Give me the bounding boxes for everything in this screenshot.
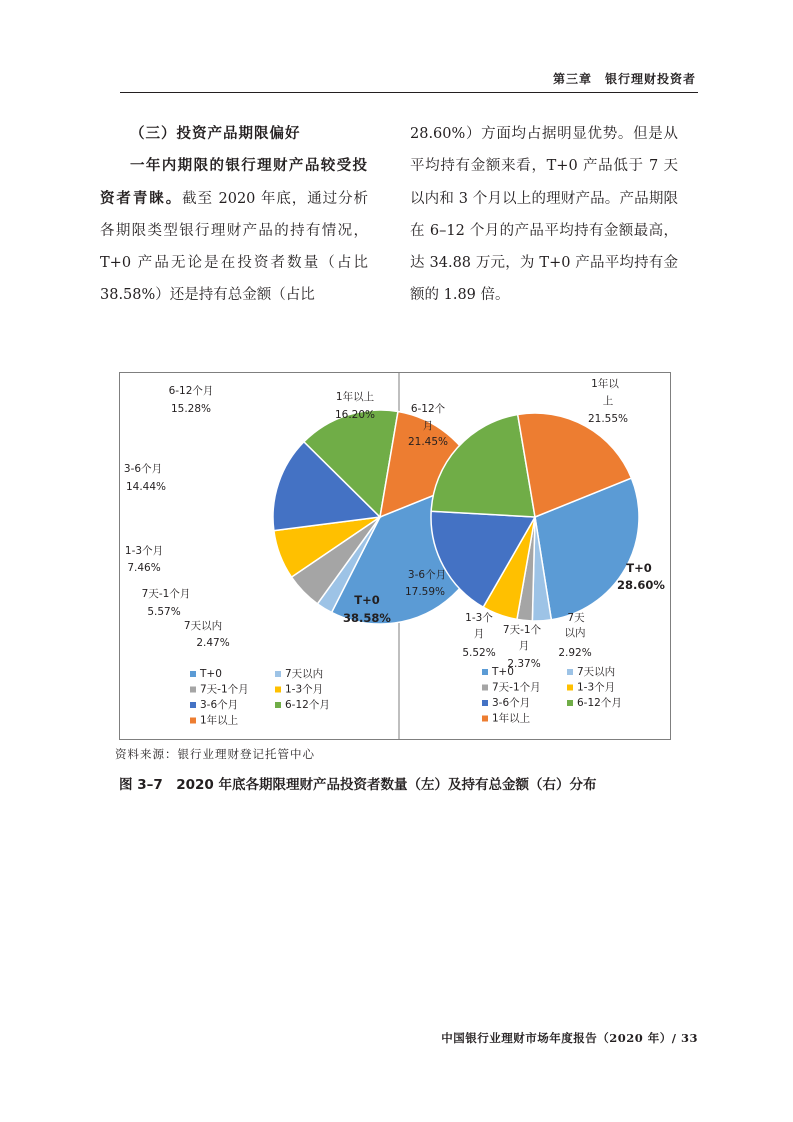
- data-label-category-within-7d: 7天以内: [183, 620, 223, 632]
- legend-label-within-7d: 7天以内: [285, 668, 324, 680]
- data-label-category-3-6m: 3-6个月: [407, 569, 447, 581]
- legend-swatch-within-7d: [567, 669, 573, 675]
- figure-source: 资料来源：银行业理财登记托管中心: [115, 747, 315, 761]
- data-label-category-6-12m: 6-12个月: [168, 385, 214, 397]
- pie-charts-svg: [120, 373, 670, 739]
- text-column-right: [410, 118, 678, 312]
- data-label-category-t0: T+0: [354, 593, 380, 607]
- legend-swatch-6-12m: [275, 702, 281, 708]
- data-label-category-3-6m: 3-6个月: [123, 463, 163, 475]
- data-label-value-3-6m: 17.59%: [404, 586, 446, 598]
- chapter-title: 第三章 银行理财投资者: [552, 72, 696, 86]
- data-label-category-within-7d: 以内: [564, 627, 586, 639]
- legend-label-3-6m: 3-6个月: [200, 699, 239, 711]
- data-label-category-within-7d: 7天: [567, 612, 585, 624]
- legend-swatch-1-3m: [567, 685, 573, 691]
- data-label-category-1-3m: 1-3个: [465, 612, 493, 624]
- paragraph-left: [100, 150, 368, 311]
- data-label-value-over-1y: 21.55%: [587, 413, 629, 425]
- data-label-value-t0: 28.60%: [617, 578, 665, 592]
- data-label-value-1-3m: 5.52%: [462, 647, 496, 659]
- data-label-value-6-12m: 21.45%: [407, 436, 449, 448]
- legend-swatch-3-6m: [190, 702, 196, 708]
- legend-label-t0: T+0: [200, 668, 222, 680]
- data-label-category-over-1y: 上: [602, 395, 614, 407]
- legend-swatch-t0: [482, 669, 488, 675]
- data-label-category-t0: T+0: [626, 561, 652, 575]
- data-label-category-7d-1m: 7天-1个月: [141, 588, 191, 600]
- legend-label-over-1y: 1年以上: [200, 714, 239, 727]
- pie-chart-total-amount: [405, 377, 665, 725]
- running-header: [120, 64, 698, 93]
- legend-label-6-12m: 6-12个月: [577, 697, 622, 709]
- legend-label-7d-1m: 7天-1个月: [200, 683, 249, 696]
- data-label-value-6-12m: 15.28%: [170, 403, 212, 415]
- data-label-value-over-1y: 16.20%: [334, 409, 376, 421]
- data-label-category-1-3m: 1-3个月: [124, 545, 164, 557]
- legend-swatch-7d-1m: [190, 687, 196, 693]
- legend-label-t0: T+0: [492, 666, 514, 678]
- data-label-value-within-7d: 2.92%: [558, 647, 592, 659]
- legend-swatch-over-1y: [482, 716, 488, 722]
- data-label-value-t0: 38.58%: [343, 611, 391, 625]
- legend-swatch-within-7d: [275, 671, 281, 677]
- data-label-category-1-3m: 月: [473, 628, 485, 640]
- data-label-value-1-3m: 7.46%: [127, 562, 161, 574]
- legend-label-6-12m: 6-12个月: [285, 699, 330, 711]
- data-label-value-7d-1m: 5.57%: [147, 606, 181, 618]
- legend-swatch-6-12m: [567, 700, 573, 706]
- pie-slice-6-12m: [431, 414, 535, 517]
- paragraph-lead: 一年内期限的银行理财产品较受投资者青睐。: [100, 157, 368, 207]
- legend-swatch-1-3m: [275, 687, 281, 693]
- figure-caption: 图 3–7 2020 年底各期限理财产品投资者数量（左）及持有总金额（右）分布: [119, 777, 597, 793]
- page-footer: 中国银行业理财市场年度报告（2020 年）/ 33: [441, 1031, 698, 1045]
- section-heading: （三）投资产品期限偏好: [130, 125, 301, 142]
- data-label-value-within-7d: 2.47%: [196, 637, 230, 649]
- data-label-category-over-1y: 1年以上: [335, 391, 375, 403]
- legend-label-within-7d: 7天以内: [577, 666, 616, 678]
- legend-label-3-6m: 3-6个月: [492, 697, 531, 709]
- legend-label-1-3m: 1-3个月: [285, 683, 324, 696]
- legend-swatch-7d-1m: [482, 685, 488, 691]
- legend-swatch-over-1y: [190, 718, 196, 724]
- legend-label-over-1y: 1年以上: [492, 712, 531, 725]
- legend-label-1-3m: 1-3个月: [577, 681, 616, 694]
- data-label-category-7d-1m: 月: [518, 640, 530, 652]
- legend-swatch-3-6m: [482, 700, 488, 706]
- legend-label-7d-1m: 7天-1个月: [492, 681, 541, 694]
- data-label-category-7d-1m: 7天-1个: [502, 624, 542, 636]
- data-label-value-7d-1m: 2.37%: [507, 658, 541, 670]
- paragraph-body-right: 28.60%）方面均占据明显优势。但是从平均持有金额来看，T+0 产品低于 7 天以内和 3 个月以上的理财产品。产品期限在 6–12 个月的产品平均持有金额最高，达 34.88 万元，为 T+0 产品平均持有金额的 1.89 倍。: [410, 126, 678, 304]
- data-label-category-6-12m: 月: [422, 420, 434, 432]
- text-column-left: [100, 118, 368, 312]
- pie-charts-figure: [119, 372, 671, 740]
- paragraph-body-left: 截至 2020 年底，通过分析各期限类型银行理财产品的持有情况，T+0 产品无论是在投资者数量（占比 38.58%）还是持有总金额（占比: [100, 190, 368, 304]
- data-label-category-6-12m: 6-12个: [410, 403, 446, 415]
- data-label-category-over-1y: 1年以: [591, 378, 619, 390]
- data-label-value-3-6m: 14.44%: [125, 481, 167, 493]
- legend-swatch-t0: [190, 671, 196, 677]
